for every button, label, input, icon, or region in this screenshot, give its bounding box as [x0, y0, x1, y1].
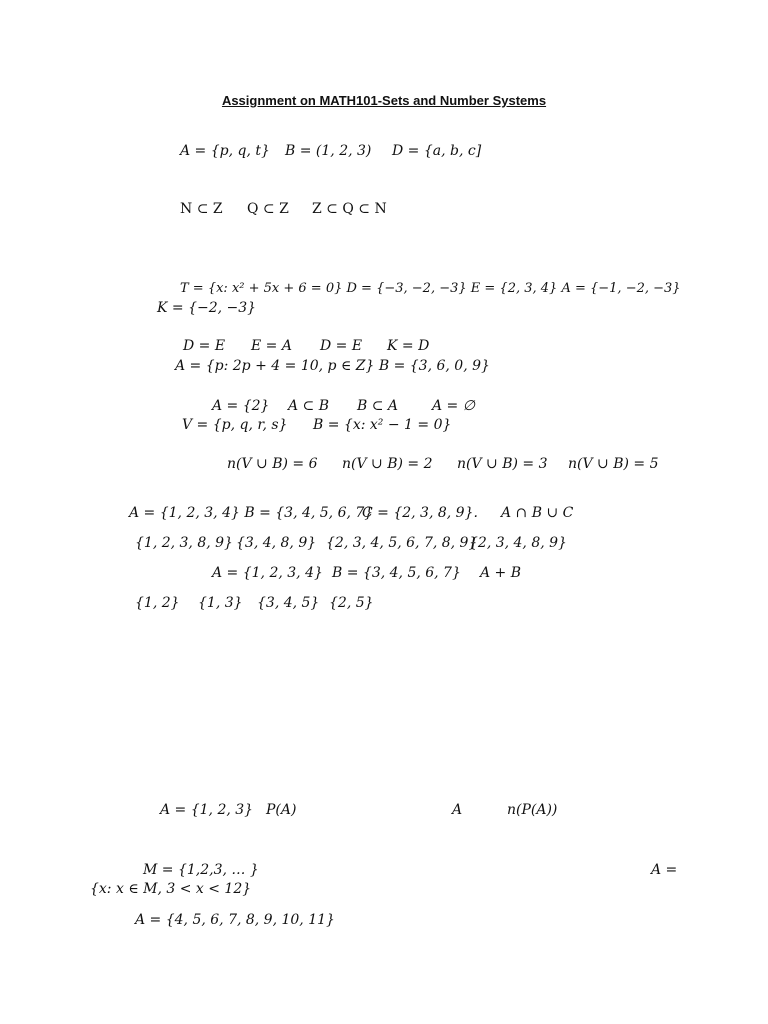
set-b-quadratic: B = {x: x² − 1 = 0} — [313, 417, 452, 433]
sets-a-b-definition: A = {p: 2p + 4 = 10, p ∈ Z} B = {3, 6, 0, 9} — [175, 358, 490, 374]
option-k-equals-d: K = D — [387, 338, 430, 354]
set-b-definition: B = (1, 2, 3) — [285, 143, 372, 159]
option-n-union-2: n(V ∪ B) = 2 — [342, 456, 433, 472]
option-set-25: {2, 5} — [329, 595, 374, 611]
option-set-13: {1, 3} — [198, 595, 243, 611]
subset-n-z: N ⊂ Z — [180, 201, 223, 217]
subset-q-z: Q ⊂ Z — [247, 201, 289, 217]
sets-a-b-numeric: A = {1, 2, 3, 4} B = {3, 4, 5, 6, 7} — [129, 505, 374, 521]
option-a-subset-b: A ⊂ B — [288, 398, 330, 414]
option-n-union-5: n(V ∪ B) = 5 — [568, 456, 659, 472]
option-set-1: {1, 2, 3, 8, 9} — [135, 535, 233, 551]
set-a-123: A = {1, 2, 3} — [160, 802, 254, 818]
option-set-12: {1, 2} — [135, 595, 180, 611]
option-d-equals-e-2: D = E — [320, 338, 363, 354]
set-a-definition: A = {p, q, t} — [180, 143, 270, 159]
set-a-label: A — [452, 802, 463, 818]
option-set-3: {2, 3, 4, 5, 6, 7, 8, 9} — [326, 535, 478, 551]
set-b-34567: B = {3, 4, 5, 6, 7} — [332, 565, 461, 581]
set-a-roster: A = {4, 5, 6, 7, 8, 9, 10, 11} — [135, 912, 335, 928]
set-v-definition: V = {p, q, r, s} — [182, 417, 288, 433]
set-builder-a: {x: x ∈ M, 3 < x < 12} — [90, 881, 252, 897]
set-c-definition: C = {2, 3, 8, 9}. — [362, 505, 478, 521]
option-set-345: {3, 4, 5} — [257, 595, 320, 611]
option-b-subset-a: B ⊂ A — [357, 398, 399, 414]
option-n-union-6: n(V ∪ B) = 6 — [227, 456, 318, 472]
option-set-2: {3, 4, 8, 9} — [236, 535, 317, 551]
option-a-equals-2: A = {2} — [212, 398, 270, 414]
option-e-equals-a: E = A — [251, 338, 292, 354]
option-a-empty: A = ∅ — [432, 398, 475, 414]
option-d-equals-e: D = E — [183, 338, 226, 354]
set-a-equals-prefix: A = — [651, 862, 678, 878]
set-k-definition: K = {−2, −3} — [157, 300, 257, 316]
sets-t-d-e-a: T = {x: x² + 5x + 6 = 0} D = {−3, −2, −3} E = {2, 3, 4} A = {−1, −2, −3} — [180, 281, 681, 296]
expression-a-plus-b: A + B — [480, 565, 522, 581]
document-title: Assignment on MATH101-Sets and Number Systems — [221, 93, 547, 108]
cardinality-power-set: n(P(A)) — [507, 802, 558, 818]
expression-intersection-union: A ∩ B ∪ C — [501, 505, 574, 521]
power-set-label: P(A) — [266, 802, 297, 818]
set-m-definition: M = {1,2,3, … } — [143, 862, 259, 878]
set-a-1234: A = {1, 2, 3, 4} — [212, 565, 323, 581]
option-set-4: {2, 3, 4, 8, 9} — [469, 535, 567, 551]
option-n-union-3: n(V ∪ B) = 3 — [457, 456, 548, 472]
subset-z-q-n: Z ⊂ Q ⊂ N — [312, 201, 387, 217]
set-d-definition: D = {a, b, c] — [392, 143, 482, 159]
